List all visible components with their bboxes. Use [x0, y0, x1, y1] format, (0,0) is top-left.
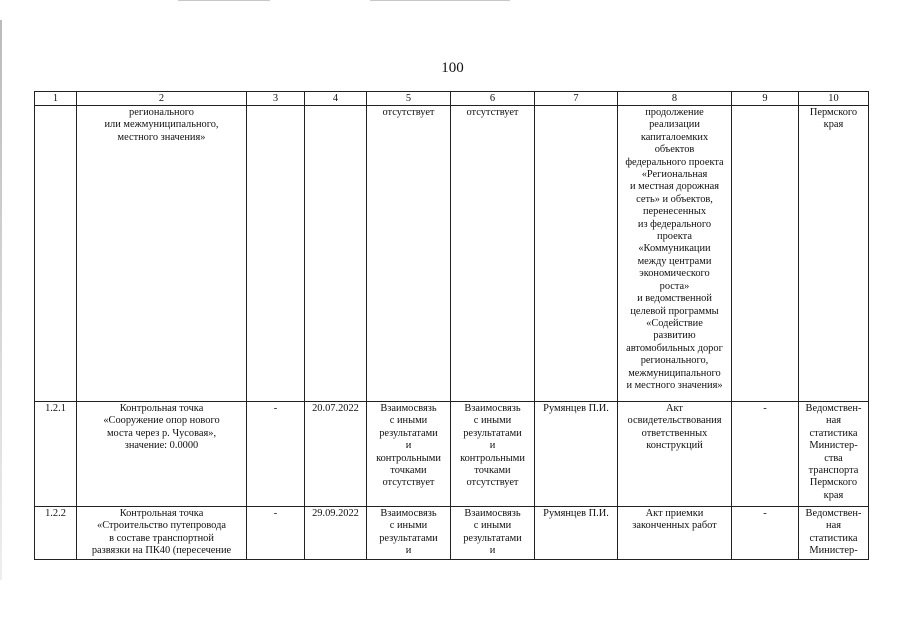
- table-header-row: [35, 92, 869, 106]
- column-header: 6: [451, 92, 535, 106]
- cell-name: Контрольная точка «Строительство путепровода в составе транспортной развязки на ПК40 (пересечение: [77, 507, 247, 560]
- cell-number: [35, 106, 77, 402]
- column-header: 1: [35, 92, 77, 106]
- column-header: 8: [618, 92, 732, 106]
- column-header: 3: [247, 92, 305, 106]
- cell-start-date: -: [247, 507, 305, 560]
- cell-number: 1.2.1: [35, 402, 77, 507]
- table-row: [35, 507, 869, 560]
- column-header: 4: [305, 92, 367, 106]
- cell-end-date: 20.07.2022: [305, 402, 367, 507]
- cell-responsible: Румянцев П.И.: [535, 507, 618, 560]
- cell-end-date: 29.09.2022: [305, 507, 367, 560]
- scan-edge-shadow: [0, 20, 2, 580]
- page-number: 100: [441, 60, 464, 76]
- cell-name: регионального или межмуниципального, местного значения»: [77, 106, 247, 402]
- cell-end-date: [305, 106, 367, 402]
- column-header: 9: [732, 92, 799, 106]
- column-header: 5: [367, 92, 451, 106]
- scan-artifact-line: [370, 0, 510, 1]
- column-header: 7: [535, 92, 618, 106]
- table-row: [35, 106, 869, 402]
- cell-document: продолжение реализации капиталоемких объектов федерального проекта «Региональная и местная дорожная сеть» и объектов, перенесенных из федерального проекта «Коммуникации между центрами экономического роста» и ведомственной целевой программы «Содействие развитию автомобильных дорог регионального, межмуниципального и местного значения»: [618, 106, 732, 402]
- cell-number: 1.2.2: [35, 507, 77, 560]
- cell-start-date: [247, 106, 305, 402]
- cell-info-system: Ведомствен- ная статистика Министер-: [799, 507, 869, 560]
- cell-info-system: Ведомствен- ная статистика Министер- ства транспорта Пермского края: [799, 402, 869, 507]
- cell-document: Акт приемки законченных работ: [618, 507, 732, 560]
- document-table: [34, 91, 869, 560]
- cell-responsible: Румянцев П.И.: [535, 402, 618, 507]
- cell-info-system: Пермского края: [799, 106, 869, 402]
- cell-predecessor: Взаимосвязь с иными результатами и контрольными точками отсутствует: [367, 402, 451, 507]
- cell-successor: Взаимосвязь с иными результатами и контрольными точками отсутствует: [451, 402, 535, 507]
- cell-level: -: [732, 507, 799, 560]
- cell-document: Акт освидетельствования ответственных конструкций: [618, 402, 732, 507]
- cell-name: Контрольная точка «Сооружение опор нового моста через р. Чусовая», значение: 0.0000: [77, 402, 247, 507]
- scan-artifact-line: [178, 0, 270, 1]
- cell-predecessor: отсутствует: [367, 106, 451, 402]
- cell-level: -: [732, 402, 799, 507]
- cell-successor: отсутствует: [451, 106, 535, 402]
- cell-responsible: [535, 106, 618, 402]
- cell-start-date: -: [247, 402, 305, 507]
- column-header: 2: [77, 92, 247, 106]
- table-row: [35, 402, 869, 507]
- cell-predecessor: Взаимосвязь с иными результатами и: [367, 507, 451, 560]
- cell-successor: Взаимосвязь с иными результатами и: [451, 507, 535, 560]
- column-header: 10: [799, 92, 869, 106]
- cell-level: [732, 106, 799, 402]
